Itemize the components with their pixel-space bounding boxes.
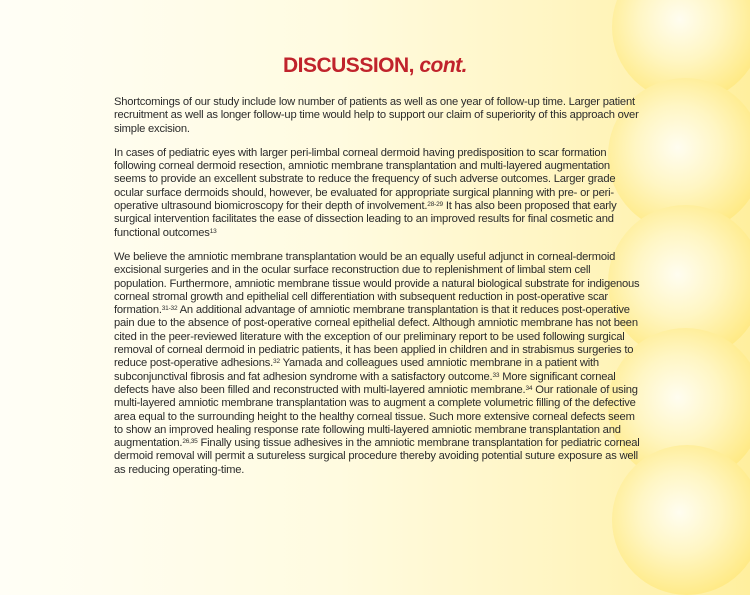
slide-title xyxy=(0,54,750,78)
paragraph-text: We believe the amniotic membrane transplantation would be an equally useful adjunct in corneal-dermoid excisional surgeries and in the ocular surface reconstruction due to replenishment of limbal stem cell population. Furthermore, amniotic membrane tissue would provide a natural biological substrate for indigenous corneal stromal growth and epithelial cell differentiation with subsequent reduction in post-operative scar formation. xyxy=(114,250,640,317)
citation-superscript: 13 xyxy=(209,227,217,235)
title-main: DISCUSSION, xyxy=(282,54,414,77)
paragraph-text: In cases of pediatric eyes with larger peri-limbal corneal dermoid having predisposition to scar formation following corneal dermoid resection, amniotic membrane transplantation and multi-layered augmentation seems to provide an excellent substrate to reduce the frequency of such adverse outcomes. Larger grade ocular surface dermoids should, however, be evaluated for appropriate surgical planning with pre- or peri-operative ultrasound biomicroscopy for their depth of involvement. xyxy=(114,146,616,213)
title-cont: cont. xyxy=(419,54,468,77)
citation-superscript: 31-32 xyxy=(161,305,178,313)
paragraph-text: Yamada and colleagues used amniotic membrane in a patient with subconjunctival fibrosis and fat adhesion syndrome with a satisfactory outcome. xyxy=(114,357,599,383)
paragraph-text: More significant corneal defects have also been filled and reconstructed with multi-layered amniotic membrane. xyxy=(114,370,616,396)
slide-body xyxy=(114,96,644,488)
citation-superscript: 28-29 xyxy=(427,201,443,209)
citation-superscript: 26,35 xyxy=(182,438,198,446)
paragraph xyxy=(114,96,644,136)
citation-superscript: 34 xyxy=(525,384,533,392)
paragraph-text: It has also been proposed that early surgical intervention facilitates the ease of dissection leading to an improved results for final cosmetic and functional outcomes xyxy=(114,200,617,239)
paragraph-text: An additional advantage of amniotic membrane transplantation is that it reduces post-operative pain due to the absence of post-operative corneal epithelial defect. Although amniotic membrane has not been cited in the peer-reviewed literature with the exception of our preliminary report to be used following surgical removal of corneal dermoid in pediatric patients, it has been applied in children and in strabismus surgeries to reduce post-operative adhesions. xyxy=(114,304,638,370)
paragraph-text: Our rationale of using multi-layered amniotic membrane transplantation was to augment a complete volumetric filling of the defective area equal to the surrounding height to the healthy corneal tissue. Such more extensive corneal defects seem to show an improved healing response rate following multi-layered amniotic membrane transplantation and augmentation. xyxy=(114,383,638,450)
citation-superscript: 32 xyxy=(273,358,280,366)
citation-superscript: 33 xyxy=(492,371,500,379)
paragraph xyxy=(114,147,644,240)
paragraph-text: Shortcomings of our study include low number of patients as well as one year of follow-up time. Larger patient recruitment as well as longer follow-up time would help to support our claim of superiority of this approach over simple excision. xyxy=(114,96,639,135)
paragraph-text: Finally using tissue adhesives in the amniotic membrane transplantation for pediatric corneal dermoid removal will permit a sutureless surgical procedure thereby avoiding potential suture exposure as well as reducing operating-time. xyxy=(114,437,640,476)
paragraph xyxy=(114,251,644,477)
